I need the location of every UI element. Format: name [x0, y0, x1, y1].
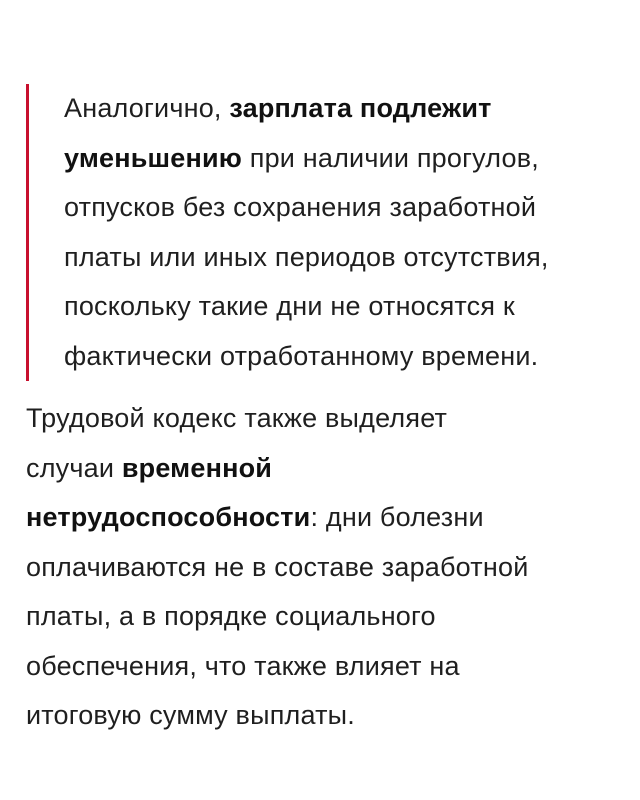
- body-bold-2: нетрудоспособности: [26, 502, 311, 532]
- body-bold-1: временной: [121, 452, 273, 483]
- quote-text-1: Аналогично,: [64, 93, 230, 123]
- quote-line-3: отпусков без сохранения заработной: [64, 192, 537, 222]
- body-line-1: Трудовой кодекс также выделяет: [26, 403, 448, 433]
- quote-text-2: при наличии прогулов,: [242, 142, 539, 173]
- quote-paragraph: [64, 84, 619, 381]
- body-text-3: : дни болезни: [310, 502, 484, 532]
- body-line-6: обеспечения, что также влияет на: [26, 650, 460, 681]
- quote-bold-2: уменьшению: [64, 142, 243, 173]
- quote-line-6: фактически отработанному времени.: [64, 340, 539, 371]
- body-line-4: оплачиваются не в составе заработной: [26, 551, 529, 582]
- body-paragraph: [26, 394, 616, 741]
- quote-line-4: платы или иных периодов отсутствия,: [64, 241, 549, 272]
- body-line-7: итоговую сумму выплаты.: [26, 700, 355, 730]
- body-line-5: платы, а в порядке социального: [26, 601, 436, 631]
- quote-line-5: поскольку такие дни не относятся к: [64, 291, 515, 321]
- quote-bold-1: зарплата подлежит: [229, 93, 492, 123]
- body-text-2: случаи: [26, 452, 122, 483]
- body-paragraph-container: [26, 394, 616, 741]
- highlight-quote: [26, 84, 616, 381]
